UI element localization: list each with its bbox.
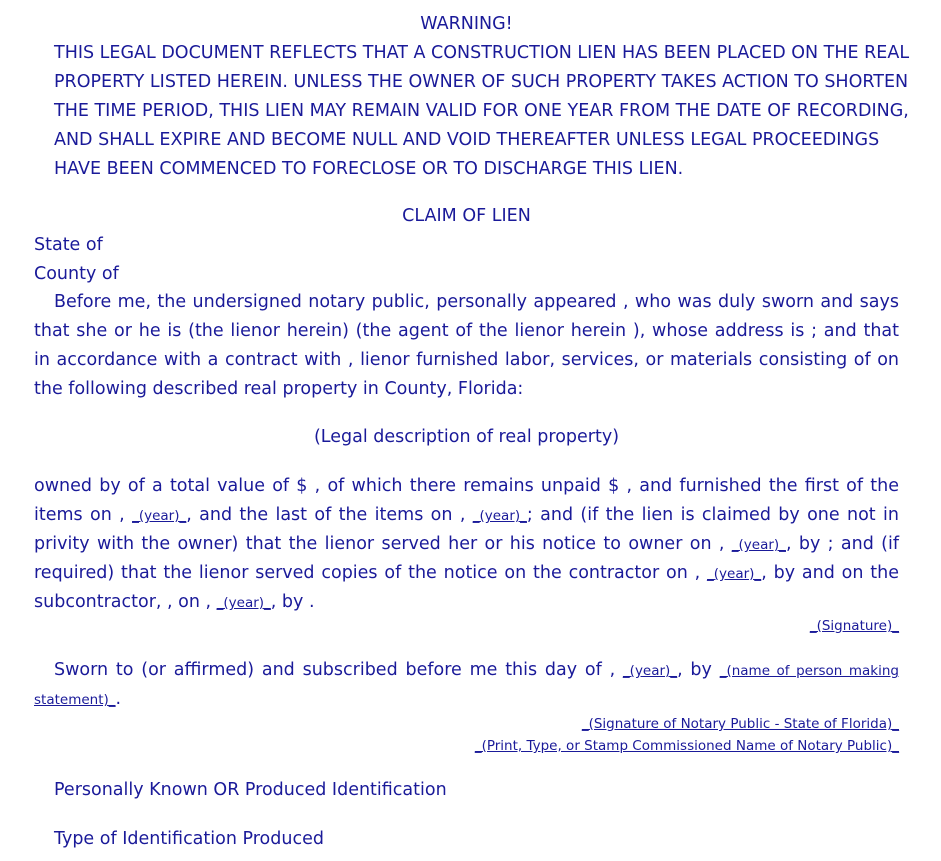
identification-type-line: Type of Identification Produced: [54, 829, 324, 849]
line-2-part-c: ; and (if the lien is claimed by one not in: [526, 505, 899, 525]
personally-known-line: Personally Known OR Produced Identification: [54, 780, 447, 800]
year-field: _(year)_: [707, 566, 762, 582]
legal-description: (Legal description of real property): [313, 427, 620, 447]
sworn-part-a: Sworn to (or affirmed) and subscribed before me this day of ,: [54, 660, 623, 680]
notary-name-line: _(Print, Type, or Stamp Commissioned Name of Notary Public)_: [474, 738, 899, 754]
year-field: _(year)_: [132, 508, 187, 524]
ownership-line-5: [34, 588, 899, 617]
warning-line-3: THE TIME PERIOD, THIS LIEN MAY REMAIN VALID FOR ONE YEAR FROM THE DATE OF RECORDING,: [54, 101, 909, 121]
warning-line-1: THIS LEGAL DOCUMENT REFLECTS THAT A CONSTRUCTION LIEN HAS BEEN PLACED ON THE REAL: [54, 43, 910, 63]
line-2-part-a: items on ,: [34, 505, 133, 525]
warning-line-4: AND SHALL EXPIRE AND BECOME NULL AND VOID THEREAFTER UNLESS LEGAL PROCEEDINGS: [54, 130, 880, 150]
line-2-part-b: , and the last of the items on ,: [186, 505, 473, 525]
affidavit-line-4: the following described real property in County, Florida:: [34, 379, 524, 399]
ownership-line-4: [34, 559, 899, 588]
name-of-person-field: _(name of person making: [719, 663, 899, 679]
signature-line: _(Signature)_: [809, 618, 899, 634]
year-field: _(year)_: [216, 595, 271, 611]
document-title: CLAIM OF LIEN: [402, 206, 531, 226]
state-label: State of: [34, 235, 103, 255]
notary-signature-line: _(Signature of Notary Public - State of Florida)_: [581, 716, 899, 732]
sworn-period: .: [115, 689, 122, 709]
year-field: _(year)_: [472, 508, 527, 524]
affidavit-line-2: that she or he is (the lienor herein) (the agent of the lienor herein ), whose address is ; and that: [34, 321, 899, 341]
line-4-part-b: , by and on the: [761, 563, 899, 583]
ownership-line-2: [34, 501, 899, 530]
affidavit-line-1-text: Before me, the undersigned notary public, personally appeared , who was duly sworn and says: [54, 292, 899, 312]
year-field: _(year)_: [622, 663, 678, 679]
sworn-line-1: [34, 656, 899, 685]
line-5-part-b: , by .: [270, 592, 315, 612]
year-field: _(year)_: [731, 537, 786, 553]
ownership-line-1: owned by of a total value of $ , of which there remains unpaid $ , and furnished the first of the: [34, 476, 899, 496]
line-5-part-a: subcontractor, , on ,: [34, 592, 217, 612]
county-label: County of: [34, 264, 119, 284]
sworn-part-b: , by: [677, 660, 720, 680]
affidavit-line-3: in accordance with a contract with , lienor furnished labor, services, or materials consisting of on: [34, 350, 899, 370]
line-3-part-b: , by ; and (if: [785, 534, 899, 554]
sworn-paragraph: [34, 656, 899, 714]
warning-line-2: PROPERTY LISTED HEREIN. UNLESS THE OWNER OF SUCH PROPERTY TAKES ACTION TO SHORTEN: [54, 72, 909, 92]
ownership-paragraph: [34, 472, 899, 617]
ownership-line-3: [34, 530, 899, 559]
warning-line-5: HAVE BEEN COMMENCED TO FORECLOSE OR TO DISCHARGE THIS LIEN.: [54, 159, 684, 179]
affidavit-paragraph: [34, 288, 899, 404]
sworn-line-2: [34, 685, 899, 714]
affidavit-line-1: [34, 288, 899, 317]
line-3-part-a: privity with the owner) that the lienor served her or his notice to owner on ,: [34, 534, 732, 554]
warning-heading: WARNING!: [420, 14, 513, 34]
statement-field: statement)_: [34, 692, 116, 708]
line-4-part-a: required) that the lienor served copies of the notice on the contractor on ,: [34, 563, 708, 583]
